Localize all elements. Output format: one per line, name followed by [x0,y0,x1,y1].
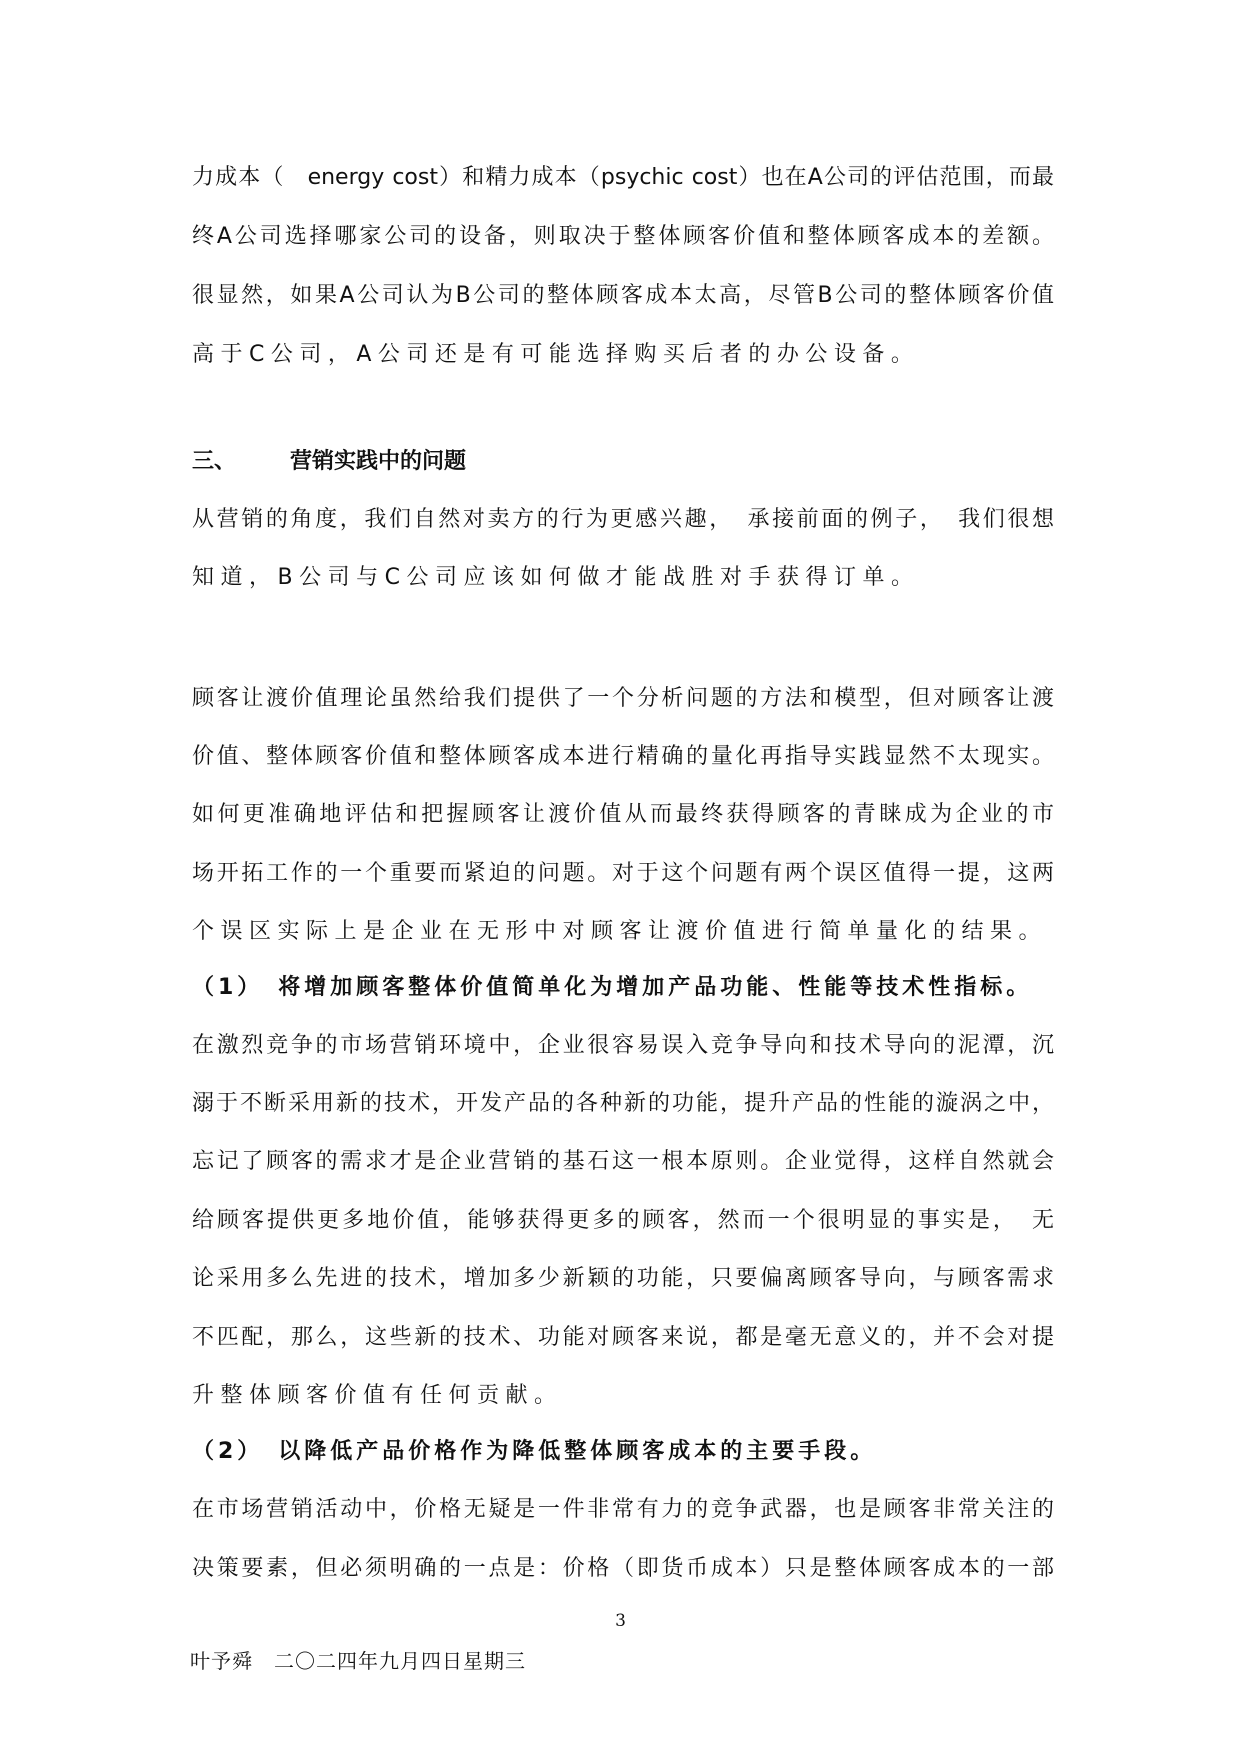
paragraph-line: 论采用多么先进的技术，增加多少新颖的功能，只要偏离顾客导向，与顾客需求 [192,1266,1054,1291]
paragraph-line: 顾客让渡价值理论虽然给我们提供了一个分析问题的方法和模型，但对顾客让渡 [192,686,1054,711]
point-heading: （2） 以降低产品价格作为降低整体顾客成本的主要手段。 [192,1439,877,1464]
footer-text: 叶予舜 二〇二四年九月四日星期三 [190,1649,526,1673]
section-number: 三、 [192,449,237,474]
paragraph-line: 力成本（ energy cost）和精力成本（psychic cost）也在A公司的评估范围，而最 [192,165,1054,190]
paragraph-line: 在市场营销活动中，价格无疑是一件非常有力的竞争武器，也是顾客非常关注的 [192,1497,1054,1522]
paragraph-line: 价值、整体顾客价值和整体顾客成本进行精确的量化再指导实践显然不太现实。 [192,744,1054,769]
section-heading [192,447,466,477]
paragraph-line: 从营销的角度，我们自然对卖方的行为更感兴趣， 承接前面的例子， 我们很想 [192,507,1054,532]
page-number: 3 [615,1611,626,1631]
paragraph-line: 在激烈竞争的市场营销环境中，企业很容易误入竞争导向和技术导向的泥潭，沉 [192,1033,1054,1058]
paragraph-line: 忘记了顾客的需求才是企业营销的基石这一根本原则。企业觉得，这样自然就会 [192,1149,1054,1174]
point-heading: （1） 将增加顾客整体价值简单化为增加产品功能、性能等技术性指标。 [192,975,1033,1000]
paragraph-line: 场开拓工作的一个重要而紧迫的问题。对于这个问题有两个误区值得一提，这两 [192,861,1054,886]
paragraph-line: 溺于不断采用新的技术，开发产品的各种新的功能，提升产品的性能的漩涡之中， [192,1091,1054,1116]
paragraph-line: 给顾客提供更多地价值，能够获得更多的顾客，然而一个很明显的事实是， 无 [192,1208,1054,1233]
paragraph-line: 不匹配，那么，这些新的技术、功能对顾客来说，都是毫无意义的，并不会对提 [192,1325,1054,1350]
paragraph-line: 高于C公司，A公司还是有可能选择购买后者的办公设备。 [192,342,920,367]
paragraph-line: 个误区实际上是企业在无形中对顾客让渡价值进行简单量化的结果。 [192,919,1048,944]
section-title: 营销实践中的问题 [290,449,467,474]
paragraph-line: 很显然，如果A公司认为B公司的整体顾客成本太高，尽管B公司的整体顾客价值 [192,283,1054,308]
paragraph-line: 知道，B公司与C公司应该如何做才能战胜对手获得订单。 [192,565,920,590]
paragraph-line: 升整体顾客价值有任何贡献。 [192,1383,563,1408]
paragraph-line: 如何更准确地评估和把握顾客让渡价值从而最终获得顾客的青睐成为企业的市 [192,802,1054,827]
paragraph-line: 终A公司选择哪家公司的设备，则取决于整体顾客价值和整体顾客成本的差额。 [192,224,1054,249]
paragraph-line: 决策要素，但必须明确的一点是：价格（即货币成本）只是整体顾客成本的一部 [192,1556,1054,1581]
